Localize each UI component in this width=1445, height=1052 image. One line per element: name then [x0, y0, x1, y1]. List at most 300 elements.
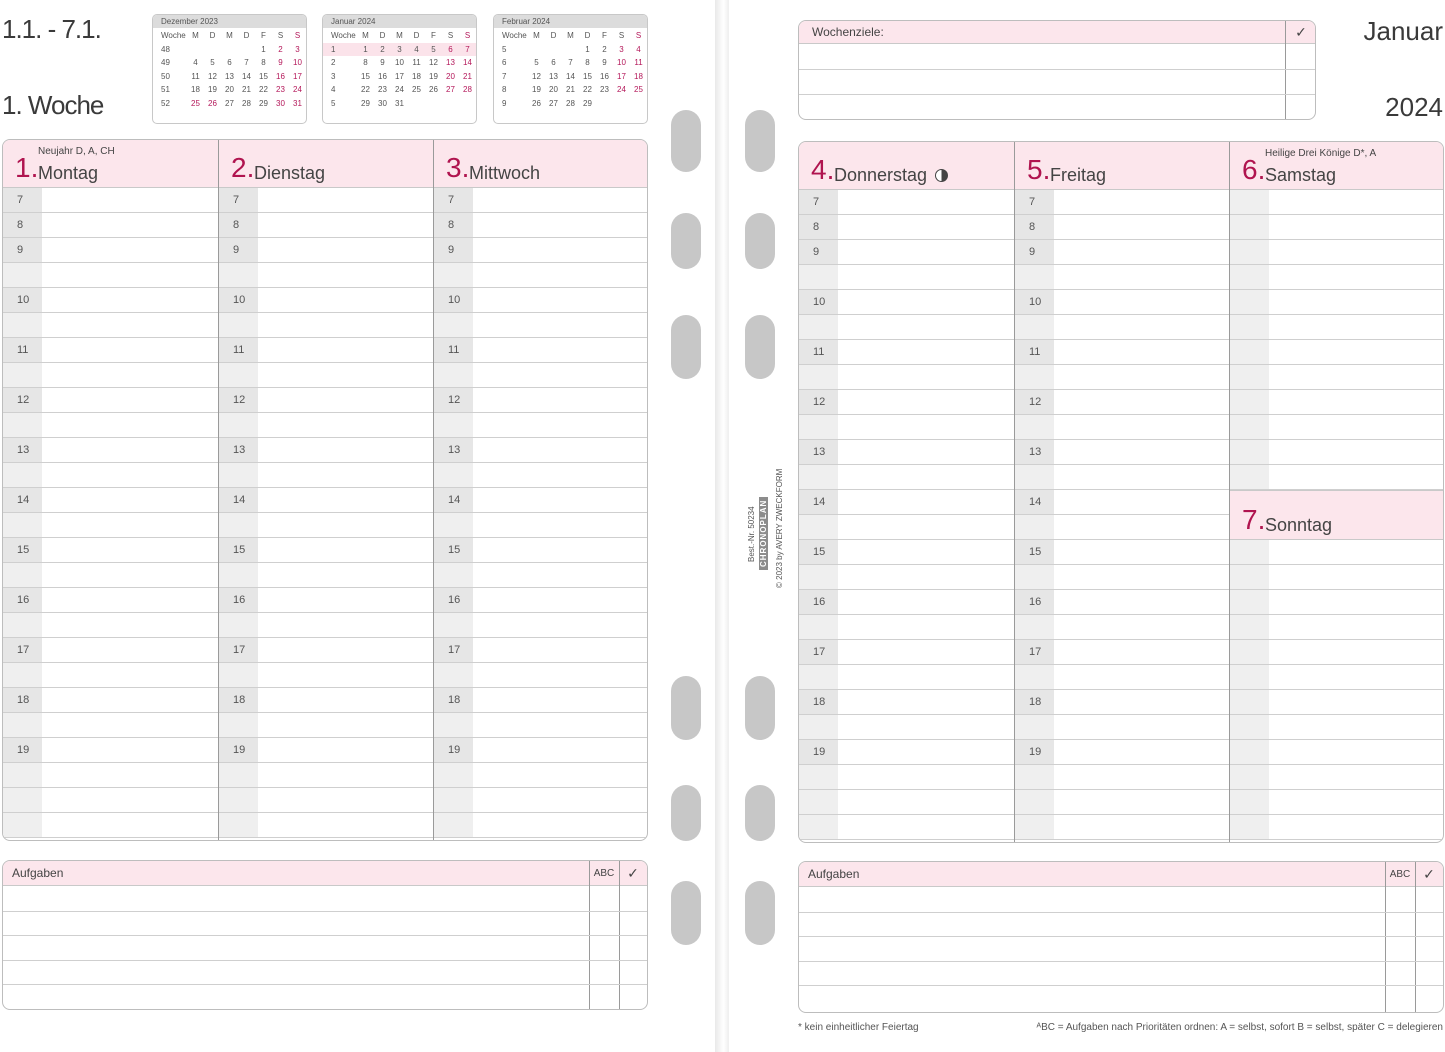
- mini-calendar-cell: 18: [634, 71, 643, 81]
- hour-row[interactable]: [799, 715, 1014, 740]
- hour-row[interactable]: [799, 215, 1014, 240]
- mini-calendar-cell: 13: [549, 71, 558, 81]
- hour-row[interactable]: [434, 813, 648, 838]
- day-header: [799, 142, 1014, 190]
- task-line[interactable]: [3, 984, 647, 985]
- hour-row[interactable]: [1015, 690, 1229, 715]
- tasks-label: Aufgaben: [12, 866, 64, 880]
- date-range-title: 1.1. - 7.1.: [2, 14, 101, 44]
- hour-row[interactable]: [1230, 465, 1444, 490]
- hour-row[interactable]: [1230, 715, 1444, 740]
- hour-row[interactable]: [1015, 565, 1229, 590]
- mini-calendar-cell: 2: [374, 43, 391, 57]
- mini-calendar-cell: 5: [502, 44, 507, 54]
- hour-label: [1230, 415, 1269, 439]
- hour-row[interactable]: [799, 365, 1014, 390]
- hour-row[interactable]: [219, 763, 433, 788]
- hour-label: [1230, 665, 1269, 689]
- hour-row[interactable]: [219, 313, 433, 338]
- hour-row[interactable]: [219, 638, 433, 663]
- mini-calendar-cell: 25: [191, 98, 200, 108]
- mini-calendar-title: Februar 2024: [494, 15, 647, 28]
- hour-row[interactable]: [799, 490, 1014, 515]
- task-line[interactable]: [799, 961, 1443, 962]
- hour-row[interactable]: [799, 315, 1014, 340]
- hour-row[interactable]: [1015, 765, 1229, 790]
- mini-calendar-cell: [425, 97, 442, 111]
- hour-label: [1230, 340, 1269, 364]
- hour-label: 8: [799, 215, 838, 239]
- hour-row[interactable]: [219, 663, 433, 688]
- mini-calendar-cell: 23: [378, 85, 387, 95]
- hour-label: 13: [799, 440, 838, 464]
- hour-row[interactable]: [1230, 240, 1444, 265]
- hour-row[interactable]: [3, 588, 218, 613]
- hour-row[interactable]: [799, 240, 1014, 265]
- mini-calendar-cell: 24: [617, 85, 626, 95]
- week-title: 1. Woche: [2, 90, 104, 120]
- hour-row[interactable]: [3, 713, 218, 738]
- hour-row[interactable]: [434, 538, 648, 563]
- mini-calendar-cell: 29: [259, 98, 268, 108]
- hour-label: 17: [3, 638, 42, 662]
- hour-row[interactable]: [1015, 540, 1229, 565]
- hour-row[interactable]: [799, 790, 1014, 815]
- mini-calendar-cell: 5: [331, 98, 336, 108]
- mini-calendar-cell: 23: [600, 85, 609, 95]
- day-number: 6.: [1242, 154, 1266, 185]
- hour-row[interactable]: [799, 565, 1014, 590]
- hour-row[interactable]: [434, 463, 648, 488]
- hour-row[interactable]: [434, 763, 648, 788]
- mini-calendar-cell: 18: [191, 85, 200, 95]
- hour-row[interactable]: [3, 638, 218, 663]
- hour-label: 15: [434, 538, 473, 562]
- hour-row[interactable]: [3, 813, 218, 838]
- hour-row[interactable]: [1230, 265, 1444, 290]
- hour-label: 13: [1015, 440, 1054, 464]
- hour-row[interactable]: [434, 338, 648, 363]
- hour-label: [219, 613, 258, 637]
- hour-row[interactable]: [434, 263, 648, 288]
- hour-row[interactable]: [1015, 315, 1229, 340]
- hour-row[interactable]: [434, 588, 648, 613]
- hour-row[interactable]: [799, 640, 1014, 665]
- mini-calendar-cell: 20: [446, 71, 455, 81]
- hour-row[interactable]: [434, 188, 648, 213]
- mini-calendar-cell: 51: [161, 85, 170, 95]
- hour-row[interactable]: [3, 313, 218, 338]
- hour-row[interactable]: [3, 538, 218, 563]
- hour-label: [434, 363, 473, 387]
- right-tasks-box: [798, 861, 1444, 1013]
- hour-row[interactable]: [219, 238, 433, 263]
- holiday-footnote: * kein einheitlicher Feiertag: [798, 1022, 919, 1033]
- hour-row[interactable]: [1230, 790, 1444, 815]
- hour-row[interactable]: [219, 288, 433, 313]
- hour-row[interactable]: [799, 515, 1014, 540]
- hour-label: 15: [219, 538, 258, 562]
- hour-row[interactable]: [434, 213, 648, 238]
- hour-row[interactable]: [3, 563, 218, 588]
- hour-row[interactable]: [1015, 440, 1229, 465]
- hour-label: [219, 763, 258, 787]
- task-line[interactable]: [3, 911, 647, 912]
- hour-row[interactable]: [3, 763, 218, 788]
- hour-label: 18: [1015, 690, 1054, 714]
- hour-row[interactable]: [1230, 315, 1444, 340]
- hour-row[interactable]: [1230, 615, 1444, 640]
- hour-row[interactable]: [799, 265, 1014, 290]
- hour-row[interactable]: [434, 413, 648, 438]
- mini-calendar-cell: 22: [259, 85, 268, 95]
- mini-calendar-cell: 1: [261, 44, 266, 54]
- mini-calendar-cell: 8: [502, 85, 507, 95]
- hour-row[interactable]: [219, 538, 433, 563]
- hour-label: [219, 363, 258, 387]
- hour-row[interactable]: [434, 238, 648, 263]
- hour-label: 19: [434, 738, 473, 762]
- hour-label: [219, 788, 258, 812]
- hour-label: [434, 313, 473, 337]
- hour-row[interactable]: [1230, 665, 1444, 690]
- hour-row[interactable]: [799, 815, 1014, 840]
- mini-calendar-cell: 29: [583, 98, 592, 108]
- day-number: 5.: [1027, 154, 1051, 185]
- hour-row[interactable]: [434, 313, 648, 338]
- hour-label: 19: [799, 740, 838, 764]
- hour-row[interactable]: [434, 663, 648, 688]
- hour-label: [1015, 565, 1054, 589]
- hour-row[interactable]: [799, 440, 1014, 465]
- hour-label: [434, 263, 473, 287]
- hour-row[interactable]: [3, 263, 218, 288]
- hour-row[interactable]: [1230, 190, 1444, 215]
- day-name: Mittwoch: [469, 163, 541, 183]
- mini-calendar-cell: 13: [225, 71, 234, 81]
- hour-row[interactable]: [1230, 590, 1444, 615]
- mini-calendar-cell: 9: [602, 58, 607, 68]
- hour-row[interactable]: [219, 563, 433, 588]
- day-header: [219, 140, 433, 188]
- mini-calendar-cell: 9: [380, 58, 385, 68]
- hour-label: [799, 715, 838, 739]
- task-line[interactable]: [799, 936, 1443, 937]
- day-number: 4.: [811, 154, 835, 185]
- hour-row[interactable]: [1230, 765, 1444, 790]
- mini-calendar-header-cell: S: [618, 31, 625, 41]
- mini-calendar-cell: 16: [276, 71, 285, 81]
- hour-row[interactable]: [1015, 240, 1229, 265]
- hour-row[interactable]: [434, 388, 648, 413]
- hour-row[interactable]: [219, 363, 433, 388]
- hour-row[interactable]: [1015, 640, 1229, 665]
- hour-row[interactable]: [799, 340, 1014, 365]
- task-line[interactable]: [799, 985, 1443, 986]
- mini-calendar-cell: 21: [566, 85, 575, 95]
- hour-row[interactable]: [1230, 440, 1444, 465]
- hour-row[interactable]: [1230, 815, 1444, 840]
- mini-calendar-cell: 4: [193, 58, 198, 68]
- mini-calendar-cell: 6: [502, 58, 507, 68]
- hour-row[interactable]: [1015, 415, 1229, 440]
- hour-row[interactable]: [799, 390, 1014, 415]
- hour-rows: [219, 188, 433, 840]
- hour-label: 11: [799, 340, 838, 364]
- hour-row[interactable]: [434, 688, 648, 713]
- hour-row[interactable]: [219, 738, 433, 763]
- hour-row[interactable]: [1015, 290, 1229, 315]
- mini-calendar-header-cell: F: [431, 31, 436, 41]
- mini-calendar-cell: 28: [566, 98, 575, 108]
- hour-label: 16: [799, 590, 838, 614]
- day-name: Freitag: [1050, 165, 1107, 185]
- hour-row[interactable]: [1230, 540, 1444, 565]
- hour-row[interactable]: [1015, 615, 1229, 640]
- mini-calendar-cell: 2: [331, 58, 336, 68]
- hour-row[interactable]: [219, 413, 433, 438]
- hour-row[interactable]: [219, 613, 433, 638]
- mini-calendar: [493, 14, 648, 124]
- hour-row[interactable]: [3, 338, 218, 363]
- hour-label: [1230, 190, 1269, 214]
- mini-calendar-cell: 30: [276, 98, 285, 108]
- hour-row[interactable]: [1230, 415, 1444, 440]
- hour-row[interactable]: [1230, 290, 1444, 315]
- hour-label: 10: [434, 288, 473, 312]
- hour-rows: [1015, 190, 1229, 842]
- hour-row[interactable]: [1015, 515, 1229, 540]
- mini-calendar-cell: 12: [429, 58, 438, 68]
- tasks-column-divider: [1415, 862, 1416, 1012]
- hour-row[interactable]: [3, 363, 218, 388]
- hour-row[interactable]: [799, 190, 1014, 215]
- hour-row[interactable]: [1230, 565, 1444, 590]
- hour-row[interactable]: [1230, 740, 1444, 765]
- hour-row[interactable]: [799, 590, 1014, 615]
- priority-abc-label: ABC: [1389, 869, 1411, 880]
- hour-label: [219, 513, 258, 537]
- mini-calendar-cell: 23: [276, 85, 285, 95]
- mini-calendar-cell: 24: [395, 85, 404, 95]
- punch-hole: [671, 315, 701, 379]
- hour-row[interactable]: [799, 765, 1014, 790]
- hour-row[interactable]: [799, 415, 1014, 440]
- mini-calendar-cell: 26: [429, 85, 438, 95]
- hour-row[interactable]: [219, 463, 433, 488]
- hour-row[interactable]: [219, 788, 433, 813]
- task-line[interactable]: [3, 935, 647, 936]
- hour-label: [3, 713, 42, 737]
- hour-row[interactable]: [1015, 665, 1229, 690]
- hour-label: [1230, 265, 1269, 289]
- hour-row[interactable]: [1230, 365, 1444, 390]
- day-header: [1230, 142, 1444, 190]
- mini-calendar-cell: 5: [210, 58, 215, 68]
- hour-row[interactable]: [1015, 715, 1229, 740]
- hour-row[interactable]: [3, 288, 218, 313]
- hour-row[interactable]: [434, 288, 648, 313]
- day-column: [1014, 142, 1229, 842]
- hour-row[interactable]: [1230, 215, 1444, 240]
- mini-calendar-cell: 11: [191, 71, 200, 81]
- mini-calendar-cell: 27: [549, 98, 558, 108]
- mini-calendar-header-cell: M: [567, 31, 574, 41]
- hour-row[interactable]: [434, 363, 648, 388]
- hour-row[interactable]: [1015, 340, 1229, 365]
- hour-row[interactable]: [434, 563, 648, 588]
- hour-label: 7: [799, 190, 838, 214]
- hour-row[interactable]: [219, 388, 433, 413]
- hour-row[interactable]: [434, 438, 648, 463]
- hour-label: 15: [799, 540, 838, 564]
- tasks-header: [3, 861, 647, 886]
- hour-row[interactable]: [3, 488, 218, 513]
- hour-row[interactable]: [3, 213, 218, 238]
- hour-row[interactable]: [434, 488, 648, 513]
- hour-label: 7: [3, 188, 42, 212]
- hour-row[interactable]: [799, 290, 1014, 315]
- hour-label: 17: [434, 638, 473, 662]
- hour-label: 11: [3, 338, 42, 362]
- hour-row[interactable]: [1015, 490, 1229, 515]
- hour-row[interactable]: [1015, 815, 1229, 840]
- hour-row[interactable]: [434, 638, 648, 663]
- hour-row[interactable]: [1015, 790, 1229, 815]
- hour-row[interactable]: [1015, 390, 1229, 415]
- mini-calendar-cell: 21: [463, 71, 472, 81]
- hour-label: [1230, 365, 1269, 389]
- hour-row[interactable]: [799, 540, 1014, 565]
- hour-row[interactable]: [219, 263, 433, 288]
- hour-row[interactable]: [3, 738, 218, 763]
- hour-label: [1015, 515, 1054, 539]
- hour-row[interactable]: [1015, 190, 1229, 215]
- hour-row[interactable]: [3, 663, 218, 688]
- punch-hole: [671, 881, 701, 945]
- mini-calendar-cell: 22: [583, 85, 592, 95]
- hour-label: 9: [1015, 240, 1054, 264]
- mini-calendar-cell: 28: [463, 85, 472, 95]
- hour-row[interactable]: [434, 788, 648, 813]
- hour-row[interactable]: [434, 738, 648, 763]
- hour-row[interactable]: [434, 513, 648, 538]
- hour-label: 9: [799, 240, 838, 264]
- hour-label: 11: [219, 338, 258, 362]
- hour-row[interactable]: [3, 513, 218, 538]
- hour-label: 14: [3, 488, 42, 512]
- hour-row[interactable]: [799, 465, 1014, 490]
- mini-calendar-cell: 17: [293, 71, 302, 81]
- hour-row[interactable]: [219, 813, 433, 838]
- hour-row[interactable]: [1015, 365, 1229, 390]
- hour-row[interactable]: [1015, 265, 1229, 290]
- hour-row[interactable]: [219, 188, 433, 213]
- mini-calendar-cell: 8: [585, 58, 590, 68]
- hour-row[interactable]: [3, 463, 218, 488]
- hour-label: 11: [434, 338, 473, 362]
- hour-row[interactable]: [1230, 690, 1444, 715]
- hour-row[interactable]: [219, 588, 433, 613]
- hour-row[interactable]: [3, 438, 218, 463]
- mini-calendar-cell: 25: [412, 85, 421, 95]
- hour-row[interactable]: [1230, 390, 1444, 415]
- mini-calendar-cell: 6: [551, 58, 556, 68]
- hour-row[interactable]: [3, 788, 218, 813]
- mini-calendar-cell: 3: [331, 71, 336, 81]
- task-line[interactable]: [799, 912, 1443, 913]
- mini-calendar-header-cell: F: [261, 31, 266, 41]
- hour-label: [799, 265, 838, 289]
- hour-row[interactable]: [1230, 340, 1444, 365]
- hour-row[interactable]: [219, 688, 433, 713]
- hour-row[interactable]: [219, 213, 433, 238]
- hour-label: [1230, 540, 1269, 564]
- day-name: Samstag: [1265, 165, 1337, 185]
- mini-calendar: [152, 14, 307, 124]
- hour-label: [799, 765, 838, 789]
- hour-row[interactable]: [3, 688, 218, 713]
- hour-row[interactable]: [3, 613, 218, 638]
- hour-row[interactable]: [1015, 590, 1229, 615]
- hour-label: [1230, 765, 1269, 789]
- punch-hole: [671, 110, 701, 172]
- mini-calendar-cell: [238, 43, 255, 57]
- day-name: Montag: [38, 163, 99, 183]
- hour-row[interactable]: [3, 388, 218, 413]
- hour-row[interactable]: [434, 613, 648, 638]
- mini-calendar-cell: 27: [225, 98, 234, 108]
- hour-row[interactable]: [434, 713, 648, 738]
- day-number: 7.: [1242, 504, 1266, 535]
- punch-hole: [745, 110, 775, 172]
- hour-row[interactable]: [219, 438, 433, 463]
- hour-row[interactable]: [219, 513, 433, 538]
- punch-hole: [745, 785, 775, 841]
- hour-label: [3, 563, 42, 587]
- hour-row[interactable]: [799, 690, 1014, 715]
- mini-calendar-cell: 2: [278, 44, 283, 54]
- mini-calendar-cell: [187, 43, 204, 57]
- mini-calendar-cell: 49: [161, 58, 170, 68]
- hour-row[interactable]: [3, 188, 218, 213]
- hour-label: 17: [799, 640, 838, 664]
- hour-row[interactable]: [219, 488, 433, 513]
- hour-row[interactable]: [1015, 215, 1229, 240]
- mini-calendar-cell: 1: [585, 44, 590, 54]
- hour-row[interactable]: [799, 740, 1014, 765]
- hour-row[interactable]: [799, 665, 1014, 690]
- mini-calendar-header-cell: M: [192, 31, 199, 41]
- mini-calendar-table: [323, 29, 476, 110]
- hour-row[interactable]: [1015, 740, 1229, 765]
- hour-row[interactable]: [3, 238, 218, 263]
- hour-row[interactable]: [1015, 465, 1229, 490]
- task-line[interactable]: [3, 960, 647, 961]
- hour-label: [1230, 815, 1269, 839]
- hour-label: [219, 263, 258, 287]
- hour-row[interactable]: [219, 338, 433, 363]
- mini-calendar-cell: 27: [446, 85, 455, 95]
- hour-row[interactable]: [219, 713, 433, 738]
- hour-label: [1015, 465, 1054, 489]
- hour-row[interactable]: [799, 615, 1014, 640]
- hour-row[interactable]: [1230, 640, 1444, 665]
- mini-calendar-header-cell: D: [243, 31, 250, 41]
- day-header: [434, 140, 648, 188]
- hour-label: [1230, 465, 1269, 489]
- hour-row[interactable]: [3, 413, 218, 438]
